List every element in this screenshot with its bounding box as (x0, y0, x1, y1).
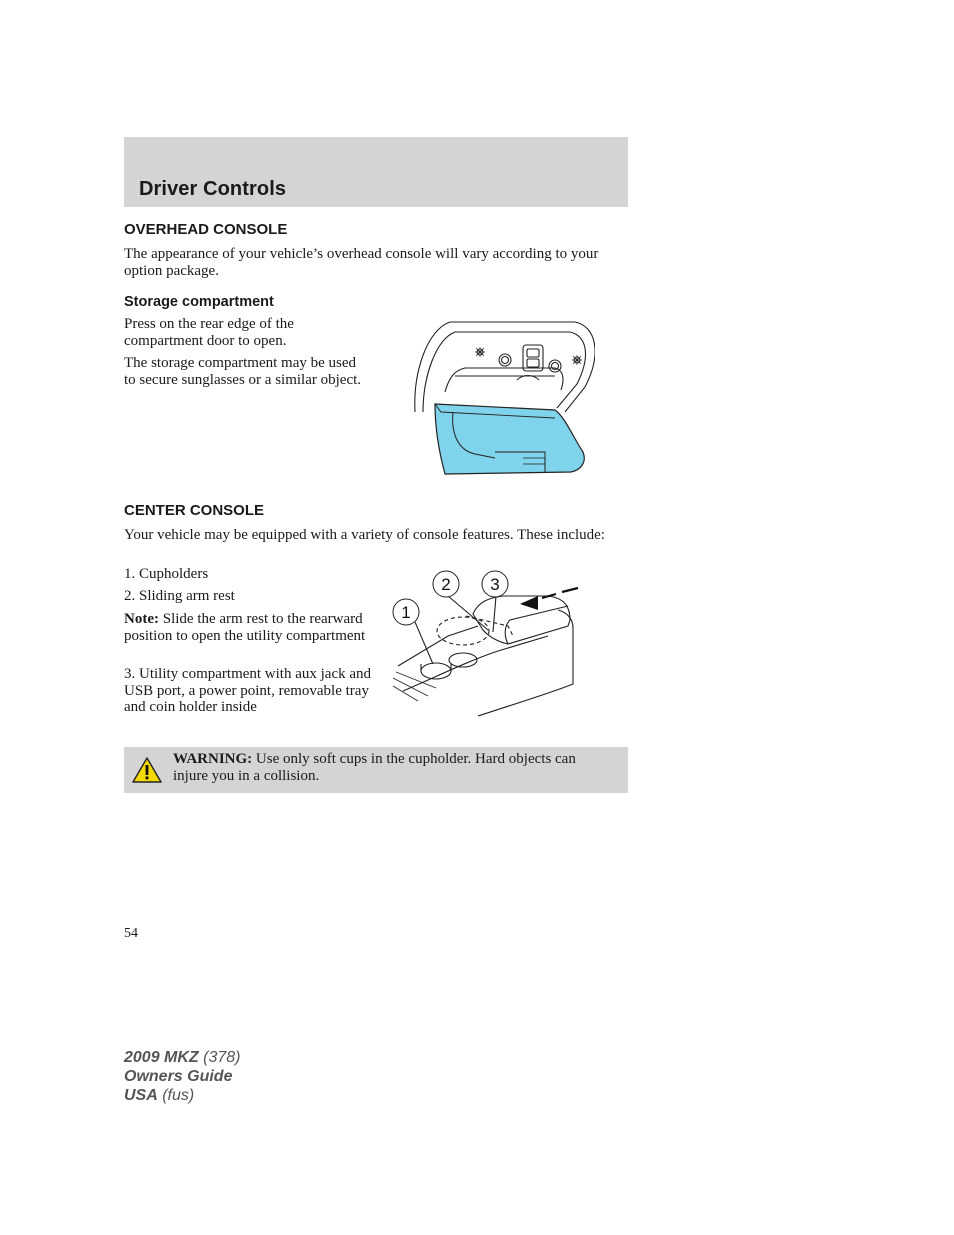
overhead-console-illustration (405, 312, 595, 482)
callout-1-label: 1 (401, 603, 411, 622)
callout-3-label: 3 (490, 575, 500, 594)
document-footer (124, 1048, 241, 1105)
warning-box (124, 747, 628, 793)
center-console-illustration (388, 566, 588, 726)
footer-guide: Owners Guide (124, 1068, 233, 1085)
footer-region: USA (124, 1087, 158, 1104)
footer-model: 2009 MKZ (124, 1049, 199, 1066)
page-number: 54 (124, 926, 138, 941)
list-item-utility-compartment: 3. Utility compartment with aux jack and USB port, a power point, removable tray and coin holder inside (124, 666, 372, 715)
note-label: Note: (124, 611, 159, 627)
footer-region-code: (fus) (157, 1087, 195, 1104)
note-text: Slide the arm rest to the rearward position to open the utility compartment (124, 611, 366, 644)
storage-compartment-heading: Storage compartment (124, 294, 274, 310)
note-paragraph (124, 611, 379, 644)
warning-text (173, 751, 613, 785)
callout-2-label: 2 (441, 575, 451, 594)
list-item-arm-rest: 2. Sliding arm rest (124, 588, 235, 604)
center-console-intro: Your vehicle may be equipped with a variety of console features. These include: (124, 527, 605, 543)
warning-message: Use only soft cups in the cupholder. Hard objects can injure you in a collision. (173, 751, 576, 784)
warning-triangle-icon (132, 757, 162, 783)
footer-code: (378) (198, 1049, 241, 1066)
storage-paragraph-1: Press on the rear edge of the compartment door to open. (124, 316, 294, 349)
storage-paragraph-2: The storage compartment may be used to secure sunglasses or a similar object. (124, 355, 362, 388)
section-header-band (124, 137, 628, 207)
overhead-console-intro: The appearance of your vehicle’s overhead console will vary according to your option package. (124, 246, 599, 279)
center-console-heading: CENTER CONSOLE (124, 502, 265, 519)
list-item-cupholders: 1. Cupholders (124, 566, 209, 582)
warning-label: WARNING: (173, 751, 253, 767)
overhead-console-heading: OVERHEAD CONSOLE (124, 221, 288, 238)
section-title: Driver Controls (139, 178, 287, 200)
